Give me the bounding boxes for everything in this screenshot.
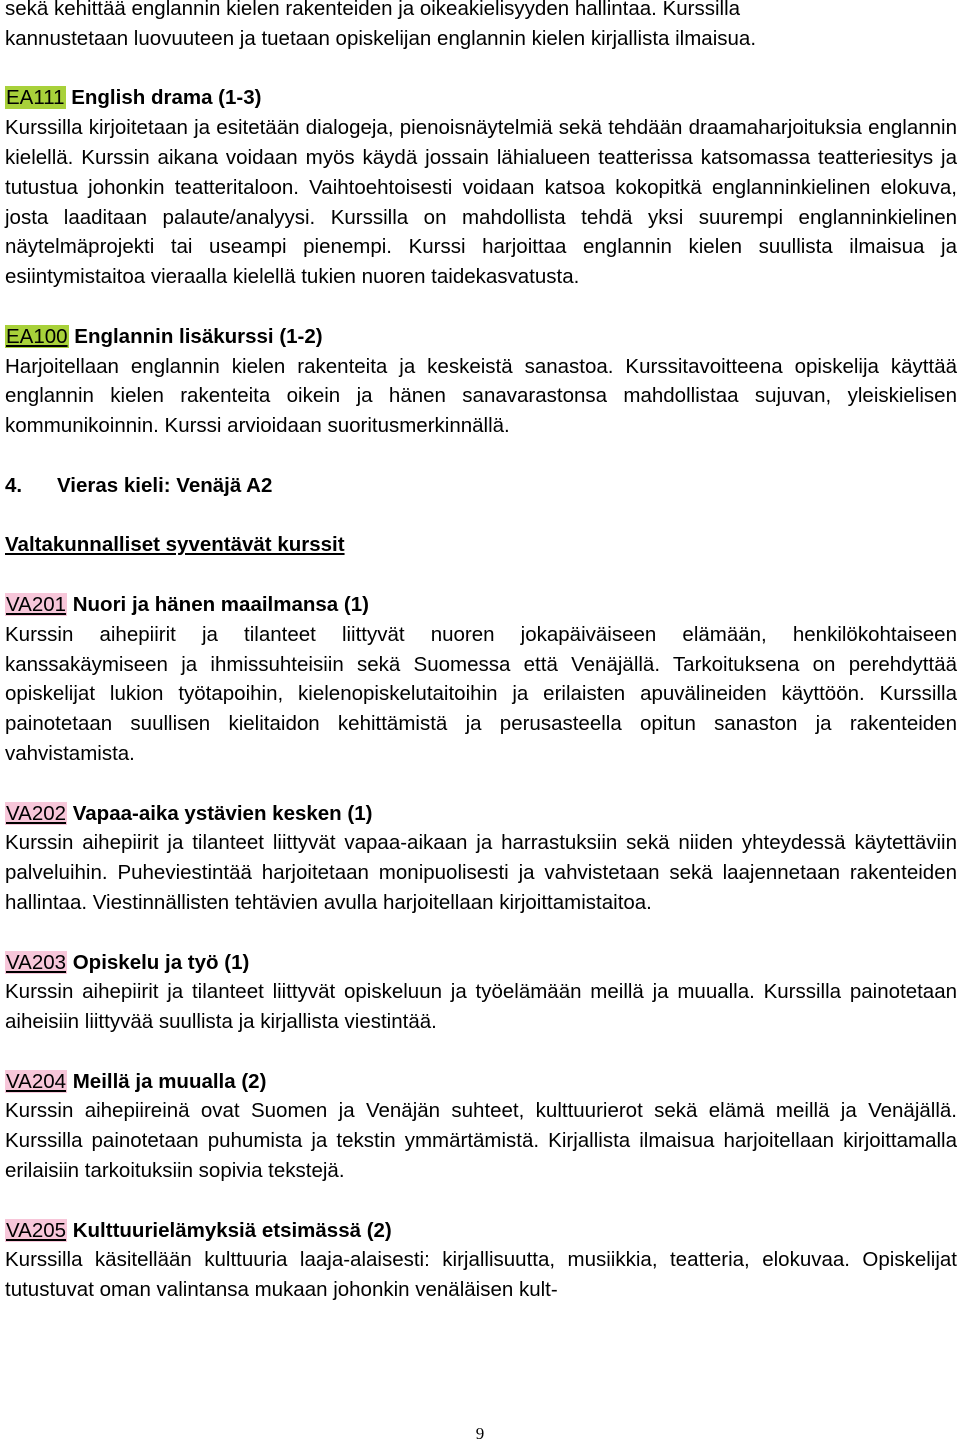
section-heading: Valtakunnalliset syventävät kurssit [5, 533, 345, 557]
course-heading-va204 [5, 1067, 957, 1097]
course-heading-va203 [5, 948, 957, 978]
course-code-ea111: EA111 [6, 86, 65, 110]
course-text-va201: Kurssin aihepiirit ja tilanteet liittyvät nuoren jokapäiväiseen elämään, henkilökohtaiseen kanssakäymiseen ja ihmissuhteisiin sekä Suomessa että Venäjällä. Tarkoituksena on perehdyttää opiskelijat lukion työtapoihin, kielenopiskelutaitoihin ja erilaisten apuvälineiden käyttöön. Kurssilla painotetaan suullisen kielitaidon kehittämistä ja perusasteella opitun sanaston ja rakenteiden vahvistamista. [5, 622, 957, 765]
course-text-va202: Kurssin aihepiirit ja tilanteet liittyvät vapaa-aikaan ja harrastuksiin sekä niiden yhteydessä käytettäviin palveluihin. Puheviestintää harjoitetaan monipuolisesti ja vahvistetaan sekä laajennetaan rakenteiden hallintaa. Viestinnällisten tehtävien avulla harjoitellaan kirjoittamistaitoa. [5, 831, 957, 914]
course-code-va203: VA203 [6, 950, 67, 974]
chapter-heading [5, 471, 957, 501]
course-heading-va201 [5, 590, 957, 620]
intro-paragraph [5, 0, 957, 54]
course-title-ea100: Englannin lisäkurssi (1-2) [74, 324, 323, 348]
course-text-ea100: Harjoitellaan englannin kielen rakenteita ja keskeistä sanastoa. Kurssitavoitteena opiskelija käyttää englannin kielen rakenteita oikein ja hänen sanavarastonsa mahdollistaa sujuvan, yleiskielisen kommunikoinnin. Kurssi arvioidaan suoritusmerkinnällä. [5, 354, 957, 438]
course-code-va202: VA202 [6, 801, 67, 825]
course-code-va201: VA201 [6, 592, 67, 616]
course-text-ea111: Kurssilla kirjoitetaan ja esitetään dialogeja, pienoisnäytelmiä sekä tehdään draamaharjoituksia englannin kielellä. Kurssin aikana voidaan myös käydä jossain lähialueen teatterissa katsomassa teatteriesitys ja tutustua johonkin teatteritaloon. Vaihtoehtoisesti voidaan katsoa kokopitkä englanninkielinen elokuva, josta laaditaan palaute/analyysi. Kurssilla on mahdollista tehdä yksi suurempi englanninkielinen näytelmäprojekti tai useampi pienempi. Kurssi harjoittaa englannin kielen suullista ilmaisua ja esiintymistaitoa vieraalla kielellä tukien nuoren taidekasvatusta. [5, 116, 957, 289]
course-heading-ea100 [5, 322, 957, 352]
course-title-va204: Meillä ja muualla (2) [72, 1069, 267, 1093]
course-text-va203: Kurssin aihepiirit ja tilanteet liittyvät opiskeluun ja työelämään meillä ja muualla. Kurssilla painotetaan aiheisiin liittyvää suullista ja kirjallista viestintää. [5, 980, 957, 1034]
course-title-va202: Vapaa-aika ystävien kesken (1) [72, 801, 373, 825]
course-title-ea111: English drama (1-3) [71, 86, 262, 110]
course-heading-va205 [5, 1216, 957, 1246]
course-heading-ea111 [5, 83, 957, 113]
document-page [5, 0, 957, 1305]
course-title-va205: Kulttuurielämyksiä etsimässä (2) [72, 1218, 392, 1242]
chapter-title: Vieras kieli: Venäjä A2 [57, 473, 273, 497]
course-text-va205: Kurssilla käsitellään kulttuuria laaja-alaisesti: kirjallisuutta, musiikkia, teatteria, elokuvaa. Opiskelijat tutustuvat oman valintansa mukaan johonkin venäläisen kult- [5, 1248, 957, 1302]
course-heading-va202 [5, 799, 957, 829]
page-number: 9 [475, 1424, 485, 1443]
course-title-va203: Opiskelu ja työ (1) [72, 950, 250, 974]
course-code-ea100: EA100 [6, 324, 68, 348]
course-code-va205: VA205 [6, 1218, 67, 1242]
course-title-va201: Nuori ja hänen maailmansa (1) [72, 592, 369, 616]
course-code-va204: VA204 [6, 1069, 67, 1093]
intro-line-2: kannustetaan luovuuteen ja tuetaan opiskelijan englannin kielen kirjallista ilmaisua. [5, 26, 757, 50]
course-text-va204: Kurssin aihepiireinä ovat Suomen ja Venäjän suhteet, kulttuurierot sekä elämä meillä ja Venäjällä. Kurssilla painotetaan puhumista ja tekstin ymmärtämistä. Kirjallista ilmaisua harjoitellaan kirjoittamalla erilaisiin tarkoituksiin sopivia tekstejä. [5, 1099, 957, 1183]
intro-line-1: sekä kehittää englannin kielen rakenteiden ja oikeakielisyyden hallintaa. Kurssilla [5, 0, 741, 20]
chapter-number: 4. [5, 473, 23, 497]
